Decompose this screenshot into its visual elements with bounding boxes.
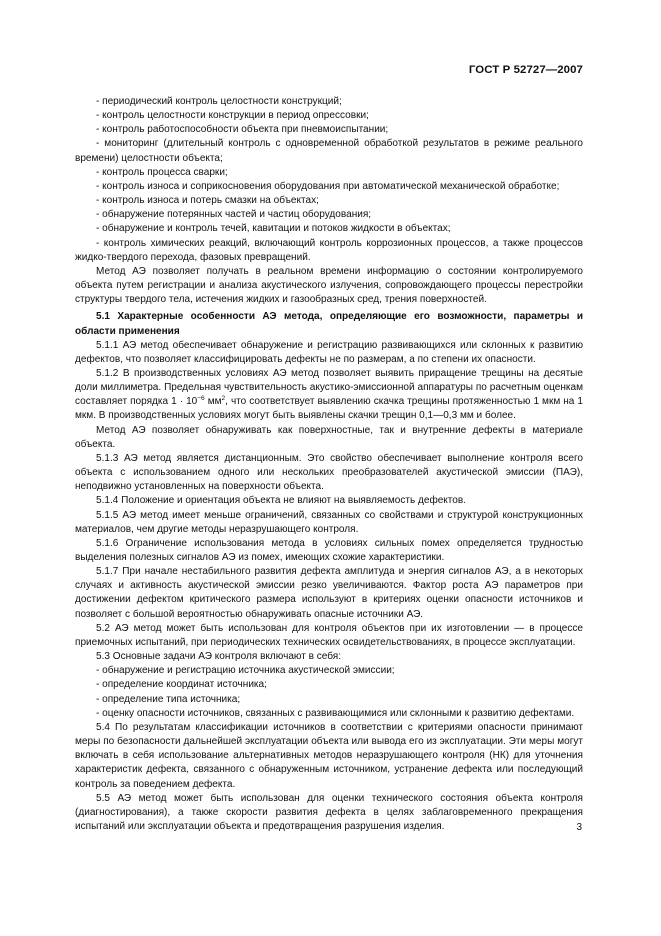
paragraph-5-1-1: 5.1.1 АЭ метод обеспечивает обнаружение и регистрацию развивающихся или склонных к развитию дефектов, что позволяет классифицировать дефекты не по размерам, а по степени их опасности. [75,339,583,365]
list-item: - контроль износа и соприкосновения оборудования при автоматической механической обработке; [96,180,560,192]
paragraph-5-4: 5.4 По результатам классификации источников в соответствии с критериями опасности принимают меры по безопасности дальнейшей эксплуатации объекта или вывода его из эксплуатации. Эти меры могут включать в себя использование альтернативных методов неразрушающего контроля (НК) для уточнения характеристик дефекта, связанного с обнаруженным источником, устранение дефекта или последующий контроль за поведением дефекта. [75,721,583,790]
list-item: - контроль процесса сварки; [96,166,228,178]
standard-header: ГОСТ Р 52727—2007 [468,64,583,76]
p512-unit-exponent: 2 [221,395,226,403]
list-item: - мониторинг (длительный контроль с одновременной обработкой результатов в режиме реального времени) целостности объекта; [75,138,583,164]
p512-after: , что соответствует выявлению скачка трещины протяженностью 1 мкм на 1 мкм. В производственных условиях могут быть выявлены скачки трещин 0,1—0,3 мм и более. [75,396,583,422]
list-item: - контроль работоспособности объекта при пневмоиспытании; [96,124,389,136]
list-item: - обнаружение и контроль течей, кавитации и потоков жидкости в объектах; [96,223,451,235]
paragraph-method-2: Метод АЭ позволяет обнаруживать как поверхностные, так и внутренние дефекты в материале объекта. [75,424,583,450]
paragraph-5-2: 5.2 АЭ метод может быть использован для контроля объектов при их изготовлении — в процессе приемочных испытаний, при периодических технических освидетельствованиях, в процессе эксплуатации. [75,622,583,648]
list-item: - определение координат источника; [96,679,267,691]
list-item: - обнаружение потерянных частей и частиц оборудования; [96,209,372,221]
paragraph-5-1-7: 5.1.7 При начале нестабильного развития дефекта амплитуда и энергия сигналов АЭ, а в некоторых случаях и активность акустической эмиссии резко увеличиваются. Фактор роста АЭ параметров при достижении дефектом критического размера используют в критериях оценки опасности источников и позволяет с большой вероятностью обнаруживать опасные источники АЭ. [75,566,583,620]
paragraph-5-1-4: 5.1.4 Положение и ориентация объекта не влияют на выявляемость дефектов. [96,495,467,507]
document-body [75,95,583,834]
list-item: - периодический контроль целостности конструкций; [96,96,342,107]
p512-unit: мм [204,396,222,408]
paragraph-5-1-6: 5.1.6 Ограничение использования метода в условиях сильных помех определяется трудностью выделения полезных сигналов АЭ из помех, имеющих схожие характеристики. [75,537,583,563]
page-number: 3 [576,822,582,833]
p512-before: 5.1.2 В производственных условиях АЭ метод позволяет выявить приращение трещины на десятые доли миллиметра. Предельная чувствительность акустико-эмиссионной аппаратуры по расчетным оценкам составляет порядка 1 · 10 [75,367,583,408]
paragraph-method: Метод АЭ позволяет получать в реальном времени информацию о состоянии контролируемого объекта путем регистрации и анализа акустического излучения, сопровождающего процессы перестройки структуры твердого тела, истечения жидких и газообразных сред, трения поверхностей. [75,265,583,306]
section-heading-5-1: 5.1 Характерные особенности АЭ метода, определяющие его возможности, параметры и области применения [75,311,583,337]
paragraph-5-1-5: 5.1.5 АЭ метод имеет меньше ограничений, связанных со свойствами и структурой конструкционных материалов, чем другие методы неразрушающего контроля. [75,509,583,535]
list-item: - обнаружение и регистрацию источника акустической эмиссии; [96,665,395,677]
list-item: - контроль химических реакций, включающий контроль коррозионных процессов, а также процессов жидко-твердого перехода, фазовых превращений. [75,237,583,263]
p512-exponent: −6 [197,395,205,403]
paragraph-5-1-2 [75,367,583,424]
paragraph-5-5: 5.5 АЭ метод может быть использован для оценки технического состояния объекта контроля (диагностирования), а также скорости развития дефекта в целях заблаговременного прекращения испытаний или эксплуатации объекта и предотвращения разрушения изделия. [75,792,583,832]
list-item: - оценку опасности источников, связанных с развивающимися или склонными к развитию дефектами. [96,707,575,719]
list-item: - определение типа источника; [96,693,241,705]
paragraph-5-3: 5.3 Основные задачи АЭ контроля включают в себя: [96,651,342,663]
list-item: - контроль износа и потерь смазки на объектах; [96,195,319,207]
list-item: - контроль целостности конструкции в период опрессовки; [96,110,369,122]
paragraph-5-1-3: 5.1.3 АЭ метод является дистанционным. Это свойство обеспечивает выполнение контроля всего объекта с использованием одного или нескольких преобразователей акустической эмиссии (ПАЭ), неподвижно установленных на поверхности объекта. [75,452,583,493]
